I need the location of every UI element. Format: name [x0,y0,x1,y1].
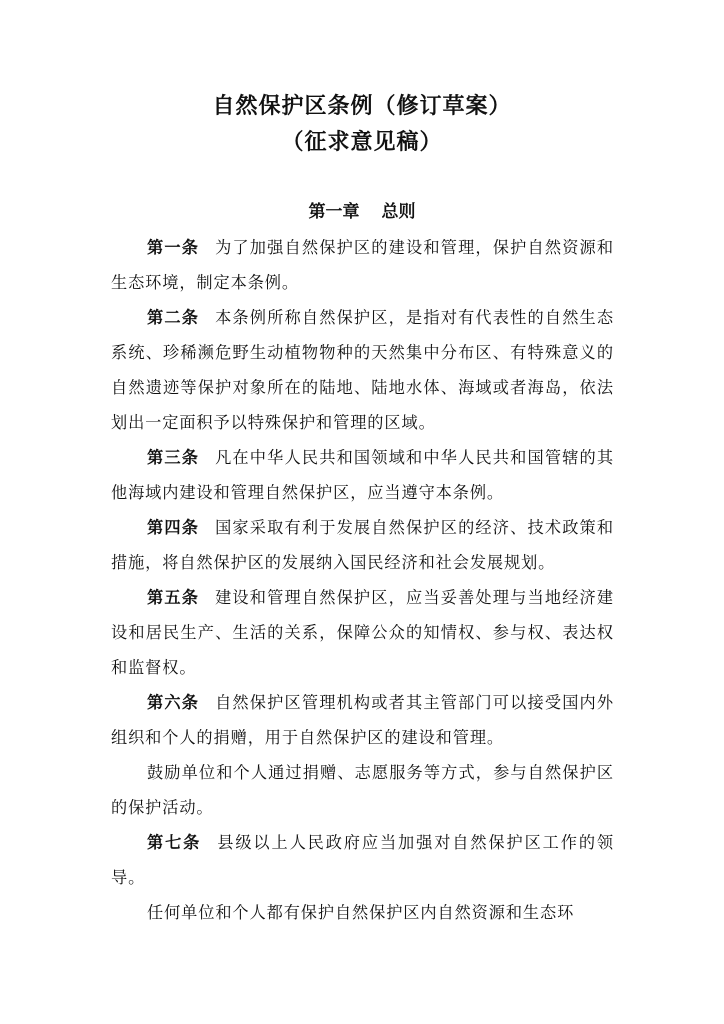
article-label: 第四条 [147,518,200,537]
article-label: 第一条 [147,238,200,257]
article-text: 鼓励单位和个人通过捐赠、志愿服务等方式，参与自然保护区的保护活动。 [111,763,614,817]
document-subtitle: （征求意见稿） [281,130,443,155]
chapter-heading [0,199,724,225]
paragraph-article-5 [111,580,614,685]
paragraph-article-3 [111,440,614,510]
paragraph-article-4 [111,510,614,580]
chapter-number: 第一章 [308,202,360,222]
paragraph-article-2 [111,300,614,440]
paragraph-article-1 [111,230,614,300]
paragraph-article-6-clause-2 [111,755,614,825]
article-text: 县级以上人民政府应当加强对自然保护区工作的领导。 [111,833,614,887]
article-text: 建设和管理自然保护区，应当妥善处理与当地经济建设和居民生产、生活的关系，保障公众的知情权、参与权、表达权和监督权。 [111,588,615,677]
paragraph-article-6 [111,685,614,755]
article-label: 第五条 [147,588,200,607]
article-label: 第六条 [147,693,200,712]
article-text: 自然保护区管理机构或者其主管部门可以接受国内外组织和个人的捐赠，用于自然保护区的建设和管理。 [111,693,615,747]
article-label: 第二条 [147,308,200,327]
chapter-name: 总则 [381,202,416,222]
article-text: 国家采取有利于发展自然保护区的经济、技术政策和措施，将自然保护区的发展纳入国民经济和社会发展规划。 [111,518,615,572]
paragraph-article-7 [111,825,614,895]
article-text: 凡在中华人民共和国领域和中华人民共和国管辖的其他海域内建设和管理自然保护区，应当遵守本条例。 [111,448,615,502]
article-label: 第七条 [147,833,202,852]
article-label: 第三条 [147,448,200,467]
article-text: 任何单位和个人都有保护自然保护区内自然资源和生态环 [147,903,575,922]
paragraph-article-7-clause-2 [111,895,614,930]
body-text [111,230,614,930]
document-title: 自然保护区条例（修订草案） [212,94,512,119]
article-text: 本条例所称自然保护区，是指对有代表性的自然生态系统、珍稀濒危野生动植物物种的天然集中分布区、有特殊意义的自然遗迹等保护对象所在的陆地、陆地水体、海域或者海岛，依法划出一定面积予以特殊保护和管理的区域。 [111,308,615,432]
article-text: 为了加强自然保护区的建设和管理，保护自然资源和生态环境，制定本条例。 [111,238,615,292]
